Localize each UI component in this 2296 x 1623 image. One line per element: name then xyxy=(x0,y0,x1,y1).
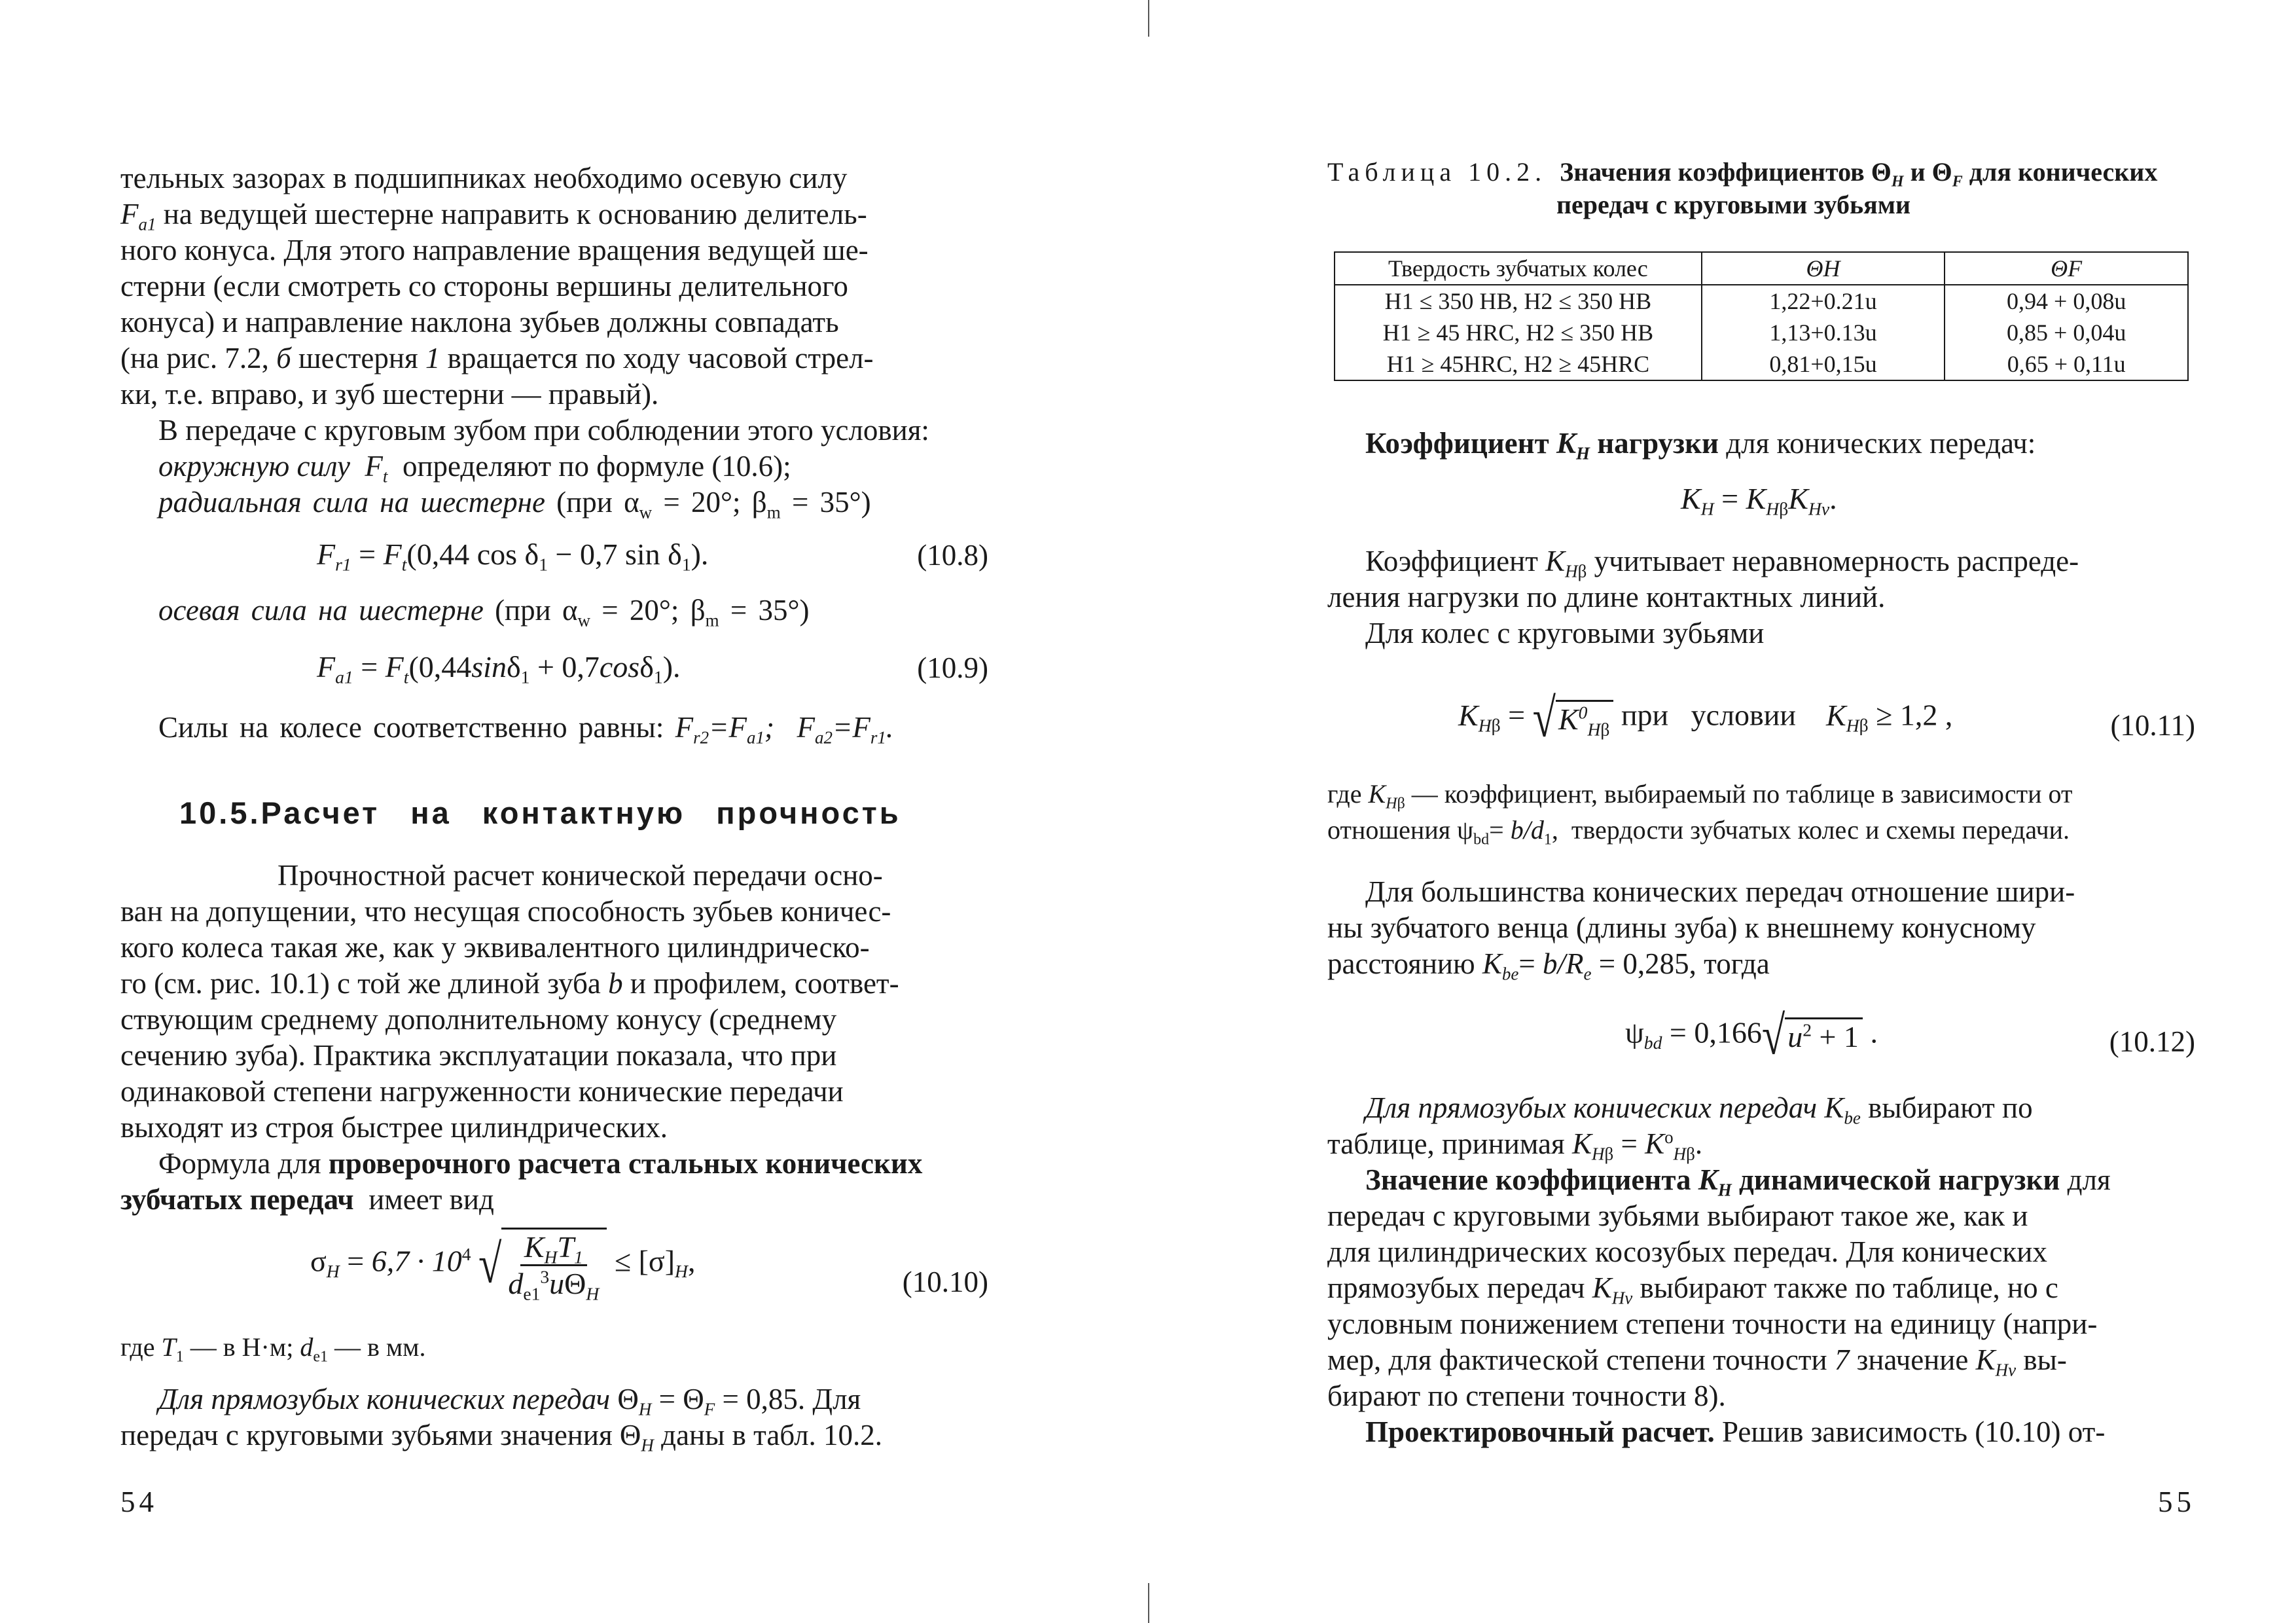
formula-psi-bd: $\psi_{bd} = 0,166√u^2 + 1$ . xyxy=(1625,1005,1878,1066)
eq-number-10-9: (10.9) xyxy=(917,651,988,684)
straight-tooth-line-1: Для прямозубых конических передач $K_{be}$ выбирают по xyxy=(1365,1091,2033,1128)
page-number-left: 54 xyxy=(120,1486,158,1518)
kh-title-line: Коэффициент $K_H$ нагрузки для конических передач: xyxy=(1365,427,2036,464)
header-theta-f: ΘF xyxy=(1945,252,2188,285)
straight-tooth-line-2: таблице, принимая $K_{H\beta} = K^o_{H\beta}$. xyxy=(1327,1127,1703,1164)
condition-text: В передаче с круговым зубом при соблюдении этого условия: xyxy=(158,414,929,447)
straight-bevel-line-2: передач с круговыми зубьями значения $\Theta_H$ даны в табл. 10.2. xyxy=(120,1419,883,1455)
axial-force-line: осевая сила на шестерне (при $\alpha_w = 20^\circ$; $\beta_m = 35^\circ$) xyxy=(158,594,810,630)
table-header-row xyxy=(1335,252,2188,285)
units-note: где $T_1$ — в Н·м; $d_{e1}$ — в мм. xyxy=(120,1332,426,1366)
straight-bevel-line: Для прямозубых конических передач $\Theta_H = \Theta_F = 0,85$. Для xyxy=(158,1383,861,1419)
right-page: Таблица 10.2. Значения коэффициентов $\Theta_H$ и $\Theta_F$ для конических передач с круговыми зубьями Твердость зубчатых колес ΘH ΘF H1 ≤ 350 HB, H2 ≤ 350 HB 1,22+0.21u 0,94 + 0,08u H1 ≥ 45 HRC, H2 ≤ 350 HB 1,13+0.13u 0,85 + 0,04u H1 ≥ 45HRC, H2 ≥ 45HRC 0,81+0,15u 0,65 + 0,11u Коэффициент $K_H$ нагрузки для конических передач: $K_H = K_{H\beta}K_{Hv}$. Коэффициент $K_{H\beta}$ учитывает неравномерность распреде- ления нагрузки по длине контактных линий. Для колес с круговыми зубьями $K_{H\beta} = √K^0_{H\beta}$ при условии $K_{H\beta} \ge 1,2$ , (10.11) где $K_{H\beta}$ — коэффициент, выбираемый по таблице в зависимости от отношения $\psi_{bd}= b/d_1$, твердости зубчатых колес и схемы передачи. Для большинства конических передач отношение шири- ны зубчатого венца (длины зуба) к внешнему конусному расстоянию $K_{be}= b/R_e = 0,285$, тогда $\psi_{bd} = 0,166√u^2 + 1$ . (10.12) Для прямозубых конических передач $K_{be}$ выбирают по таблице, принимая $K_{H\beta} = K^o_{H\beta}$. Значение коэффициента $K_H$ динамической нагрузки для передач с круговыми зубьями выбирают такое же, как и для цилиндрических косозубых передач. Для конических прямозубых передач $K_{Hv}$ выбирают также по таблице, но с условным понижением степени точности на единицу (напри- мер, для фактической степени точности 7 значение $K_{Hv}$ вы- бирают по степени точности 8). Проектировочный расчет. Решив зависимость (10.10) от- 55 xyxy=(1327,157,2195,1518)
tangential-force-line: окружную силу $F_t$ определяют по формуле (10.6); xyxy=(158,450,791,486)
radial-force-line: радиальная сила на шестерне (при $\alpha_w = 20^\circ$; $\beta_m = 35^\circ$) xyxy=(158,486,871,522)
formula-kh: $K_H = K_{H\beta}K_{Hv}$. xyxy=(1681,482,1837,519)
gutter-mark-bottom xyxy=(1148,1583,1149,1623)
formula-radial-force: $F_{r1} = F_t(0,44$ $\cos \delta_1 - 0,7$ $\sin \delta_1$). xyxy=(317,538,709,575)
section-heading: 10.5.Расчет на контактную прочность xyxy=(179,795,901,830)
eq-number-10-8: (10.8) xyxy=(917,539,988,572)
majority-line-3: расстоянию $K_{be}= b/R_e = 0,285$, тогда xyxy=(1327,947,1770,984)
formula-axial-force: $F_{a1} = F_t(0,44\sin\delta_1 + 0,7\cos\delta_1)$. xyxy=(317,650,681,687)
table-row: H1 ≥ 45HRC, H2 ≥ 45HRC 0,81+0,15u 0,65 + 0,11u xyxy=(1335,348,2188,380)
eq-number-10-10: (10.10) xyxy=(902,1266,988,1298)
formula-intro-line-2: зубчатых передач имеет вид xyxy=(120,1183,494,1216)
gutter-mark-top xyxy=(1148,0,1149,37)
left-page: тельных зазорах в подшипниках необходимо осевую силу $F_{a1}$ на ведущей шестерне направить к основанию делитель- ного конуса. Для этого направление вращения ведущей ше- стерни (если смотреть со стороны вершины делительного конуса) и направление наклона зубьев должны совпадать (на рис. 7.2, б шестерня 1 вращается по ходу часовой стрел- ки, т.е. вправо, и зуб шестерни — правый). В передаче с круговым зубом при соблюдении этого условия: окружную силу $F_t$ определяют по формуле (10.6); радиальная сила на шестерне (при $\alpha_w = 20^\circ$; $\beta_m = 35^\circ$) $F_{r1} = F_t(0,44$ $\cos \delta_1 - 0,7$ $\sin \delta_1$). (10.8) осевая сила на шестерне (при $\alpha_w = 20^\circ$; $\beta_m = 35^\circ$) $F_{a1} = F_t(0,44\sin\delta_1 + 0,7\cos\delta_1)$. (10.9) Силы на колесе соответственно равны: $F_{r2}=F_{a1}$; $F_{a2}=F_{r1}$. 10.5.Расчет на контактную прочность Прочностной расчет конической передачи осно- ван на допущении, что несущая способность зубьев коничес- кого колеса такая же, как у эквивалентного цилиндрическо- го (см. рис. 10.1) с той же длиной зуба b и профилем, соответ- ствующим среднему дополнительному конусу (среднему сечению зуба). Практика эксплуатации показала, что при одинаковой степени нагруженности конические передачи выходят из строя быстрее цилиндрических. Формула для проверочного расчета стальных конических зубчатых передач имеет вид $\sigma_H = 6,7 \cdot 10^4$ √ $\frac{K_HT_1}{d_{e1}^3u\Theta_H}$ ≤ $[\sigma]_H$, (10.10) где $T_1$ — в Н·м; $d_{e1}$ — в мм. Для прямозубых конических передач $\Theta_H = \Theta_F = 0,85$. Для передач с круговыми зубьями значения $\Theta_H$ даны в табл. 10.2. 54 xyxy=(120,162,988,1518)
eq-number-10-12: (10.12) xyxy=(2109,1025,2195,1058)
wheel-forces-line: Силы на колесе соответственно равны: $F_{r2}=F_{a1}$; $F_{a2}=F_{r1}$. xyxy=(158,711,894,748)
header-theta-h: ΘH xyxy=(1702,252,1945,285)
majority-line-2: ны зубчатого венца (длины зуба) к внешнему конусному xyxy=(1327,911,2036,944)
formula-contact-stress: $\sigma_H = 6,7 \cdot 10^4$ √ $\frac{K_HT_1}{d_{e1}^3u\Theta_H}$ ≤ $[\sigma]_H$, xyxy=(310,1228,695,1301)
header-hardness: Твердость зубчатых колес xyxy=(1335,252,1702,285)
khb-line-1: Коэффициент $K_{H\beta}$ учитывает неравномерность распреде- xyxy=(1365,545,2079,581)
circular-teeth-line: Для колес с круговыми зубьями xyxy=(1365,617,1765,649)
where-khb-line-2: отношения $\psi_{bd}= b/d_1$, твердости зубчатых колес и схемы передачи. xyxy=(1327,815,2070,848)
where-khb-line-1: где $K_{H\beta}$ — коэффициент, выбираемый по таблице в зависимости от xyxy=(1327,779,2073,812)
majority-line-1: Для большинства конических передач отношение шири- xyxy=(1365,875,2075,908)
table-row: H1 ≥ 45 HRC, H2 ≤ 350 HB 1,13+0.13u 0,85 + 0,04u xyxy=(1335,317,2188,348)
eq-number-10-11: (10.11) xyxy=(2110,709,2195,742)
formula-khb: $K_{H\beta} = √K^0_{H\beta}$ при условии $K_{H\beta} \ge 1,2$ , xyxy=(1458,687,1953,748)
coefficients-table xyxy=(1334,251,2189,381)
formula-intro-line: Формула для проверочного расчета стальных конических xyxy=(158,1147,923,1180)
khb-line-2: ления нагрузки по длине контактных линий. xyxy=(1327,581,1886,613)
page-number-right: 55 xyxy=(2158,1486,2195,1518)
design-calc-line: Проектировочный расчет. Решив зависимость (10.10) от- xyxy=(1365,1415,2106,1448)
table-row: H1 ≤ 350 HB, H2 ≤ 350 HB 1,22+0.21u 0,94 + 0,08u xyxy=(1335,285,2188,317)
